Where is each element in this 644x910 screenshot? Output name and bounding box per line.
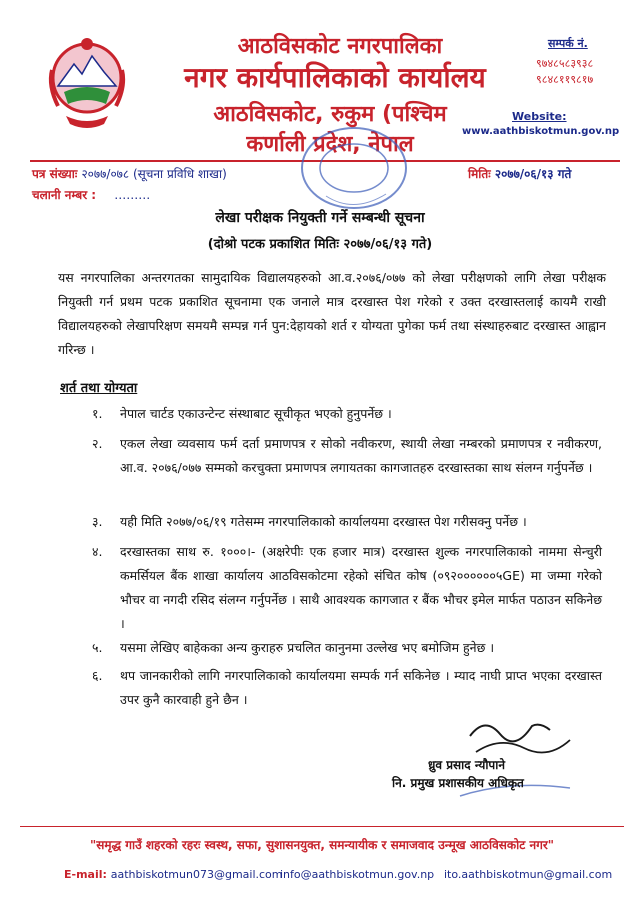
list-item-text: यसमा लेखिए बाहेकका अन्य कुराहरु प्रचलित कानुनमा उल्लेख भए बमोजिम हुनेछ । (120, 640, 495, 655)
list-item-text: दरखास्तका साथ रु. १०००।- (अक्षरेपीः एक हजार मात्र) दरखास्त शुल्क नगरपालिकाको नाममा सेन्चुरी कमर्सियल बैंक शाखा कार्यालय आठविसकोटमा रहेको संचित कोष (०९२००००००५GE) मा जम्मा गरेको भौचर वा नगदी रसिद संलग्न गर्नुपर्नेछ । साथै आवश्यक कागजात र बैंक भौचर इमेल मार्फत पठाउन सकिनेछ । (120, 544, 602, 631)
email-link[interactable]: info@aathbiskotmun.gov.np (280, 868, 435, 881)
office-name: नगर कार्यपालिकाको कार्यालय (184, 61, 486, 94)
website-link[interactable]: www.aathbiskotmun.gov.np (462, 126, 620, 137)
reference-label: पत्र संख्याः (32, 167, 78, 181)
office-address: आठविसकोट, रुकुम (पश्चिम (213, 102, 447, 127)
list-item-number: १. (92, 406, 103, 421)
footer-email (444, 868, 612, 881)
list-item (92, 402, 602, 426)
website-label: Website: (512, 110, 567, 123)
dispatch-value: ……… (114, 188, 151, 202)
list-item (92, 432, 602, 480)
list-item-number: ५. (92, 640, 103, 655)
dispatch-label: चलानी नम्बर : (32, 188, 97, 202)
contact-label: सम्पर्क नं. (548, 37, 588, 50)
email-link[interactable]: aathbiskotmun073@gmail.com (110, 868, 283, 881)
date-label: मितिः (468, 167, 491, 181)
list-item (92, 510, 602, 534)
nepal-emblem-logo (44, 26, 130, 136)
list-item-text: यही मिति २०७७/०६/१९ गतेसम्म नगरपालिकाको कार्यालयमा दरखास्त पेश गरीसक्नु पर्नेछ । (120, 514, 527, 529)
footer-email (280, 868, 434, 881)
phone-number: ९७४८५८३९३८ (536, 57, 594, 70)
list-item-text: नेपाल चार्टड एकाउन्टेन्ट संस्थाबाट सूचीकृत भएको हुनुपर्नेछ । (120, 406, 392, 421)
list-item-number: ६. (92, 668, 103, 683)
footer-divider (20, 826, 624, 827)
list-item-number: २. (92, 436, 103, 451)
conditions-heading: शर्त तथा योग्यता (60, 381, 138, 396)
date-value: २०७७/०६/१३ गते (494, 167, 572, 181)
signatory-title: नि. प्रमुख प्रशासकीय अधिकृत (392, 776, 524, 790)
signatory-name: ध्रुव प्रसाद न्यौपाने (428, 758, 506, 772)
list-item-text: एकल लेखा व्यवसाय फर्म दर्ता प्रमाणपत्र र सोको नवीकरण, स्थायी लेखा नम्बरको प्रमाणपत्र र नवीकरण, आ.व. २०७६/०७७ सम्मको करचुक्ता प्रमाणपत्र लगायतका कागजातहरु दरखास्तका साथ संलग्न गर्नुपर्नेछ । (120, 436, 602, 475)
notice-body: यस नगरपालिका अन्तरगतका सामुदायिक विद्यालयहरुको आ.व.२०७६/०७७ को लेखा परीक्षणको लागि लेखा परीक्षक नियुक्ती गर्न प्रथम पटक प्रकाशित सूचनामा एक जनाले मात्र दरखास्त पेश गरेको र उक्त दरखास्तलाई कायमै राखी विद्यालयहरुको लेखापरिक्षण समयमै सम्पन्न गर्न पुन:देहायको शर्त र योग्यता पुगेका फर्म तथा संस्थाहरुबाट दरखास्त आह्वान गरिन्छ । (58, 270, 606, 357)
footer-slogan: "समृद्ध गाउँ शहरको रहरः स्वस्थ, सफा, सुशासनयुक्त, समन्यायीक र समाजवाद उन्मूख आठविसकोट नगर" (89, 838, 555, 852)
list-item-number: ३. (92, 514, 103, 529)
list-item (92, 636, 602, 660)
email-label: E-mail: (64, 868, 107, 881)
notice-subtitle: (दोश्रो पटक प्रकाशित मितिः २०७७/०६/१३ गते) (207, 237, 433, 252)
reference-value: २०७७/०७८ (सूचना प्रविधि शाखा) (81, 167, 227, 181)
list-item-text: थप जानकारीको लागि नगरपालिकाको कार्यालयमा सम्पर्क गर्न सकिनेछ । म्याद नाघी प्राप्त भएका दरखास्त उपर कुनै कारवाही हुने छैन । (120, 668, 602, 707)
notice-title: लेखा परीक्षक नियुक्ती गर्ने सम्बन्धी सूचना (215, 210, 425, 226)
list-item (92, 540, 602, 636)
dispatch-number (32, 186, 150, 203)
footer-email (64, 868, 283, 881)
notice-date (468, 165, 571, 182)
list-item-number: ४. (92, 544, 103, 559)
phone-number: ९८४८११९८१७ (536, 73, 594, 86)
province-country: कर्णाली प्रदेश, नेपाल (246, 132, 414, 157)
municipality-name: आठविसकोट नगरपालिका (237, 34, 443, 59)
reference-number (32, 165, 227, 182)
email-link[interactable]: ito.aathbiskotmun@gmail.com (444, 868, 613, 881)
